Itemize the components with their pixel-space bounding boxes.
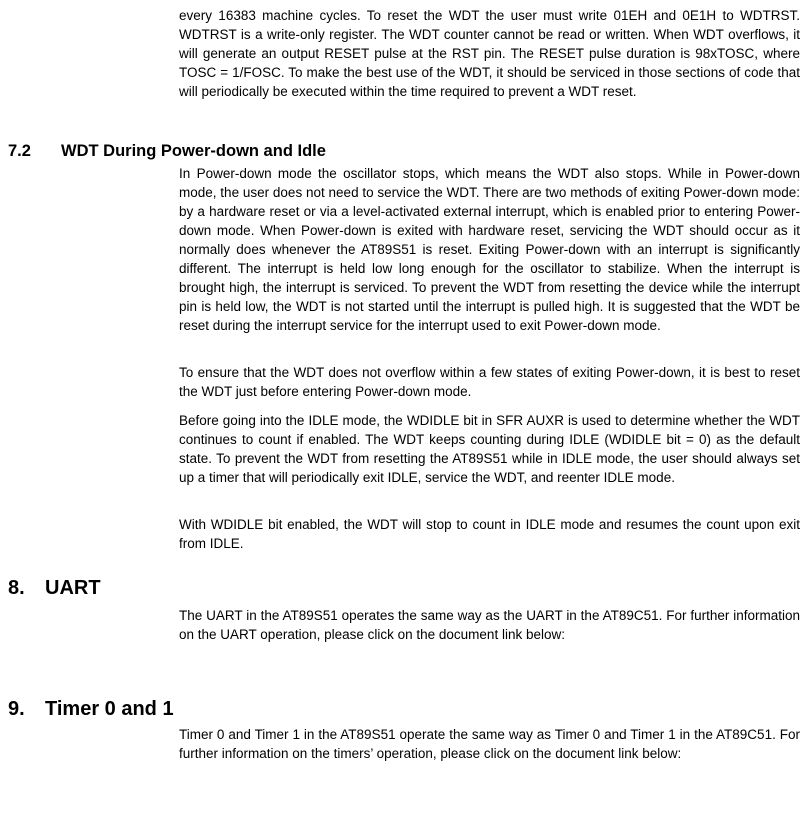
section-7-2-number: 7.2: [8, 142, 31, 160]
section-7-2-paragraph-2: To ensure that the WDT does not overflow within a few states of exiting Power-down, it is best to reset the WDT just before entering Power-down mode.: [179, 365, 800, 399]
section-8-number: 8.: [8, 577, 25, 599]
section-7-2-title: WDT During Power-down and Idle: [61, 142, 326, 160]
section-8-paragraph: The UART in the AT89S51 operates the same way as the UART in the AT89C51. For further information on the UART operation, please click on the document link below:: [179, 608, 800, 642]
section-9-title: Timer 0 and 1: [45, 698, 174, 720]
section-7-2-paragraph-1: In Power-down mode the oscillator stops, which means the WDT also stops. While in Power-down mode, the user does not need to service the WDT. There are two methods of exiting Power-down mode: by a hardware reset or via a level-activated external interrupt, which is enabled prior to entering Power-down mode. When Power-down is exited with hardware reset, servicing the WDT should occur as it normally does whenever the AT89S51 is reset. Exiting Power-down with an interrupt is significantly different. The interrupt is held low long enough for the oscillator to stabilize. When the interrupt is brought high, the interrupt is serviced. To prevent the WDT from resetting the device while the interrupt pin is held low, the WDT is not started until the interrupt is pulled high. It is suggested that the WDT be reset during the interrupt service for the interrupt used to exit Power-down mode.: [179, 166, 800, 333]
section-8-title: UART: [45, 577, 101, 599]
section-7-2-paragraph-3: Before going into the IDLE mode, the WDIDLE bit in SFR AUXR is used to determine whether the WDT continues to count if enabled. The WDT keeps counting during IDLE (WDIDLE bit = 0) as the default state. To prevent the WDT from resetting the AT89S51 while in IDLE mode, the user should always set up a timer that will periodically exit IDLE, service the WDT, and reenter IDLE mode.: [179, 413, 800, 485]
section-9-paragraph: Timer 0 and Timer 1 in the AT89S51 operate the same way as Timer 0 and Timer 1 in the AT89C51. For further information on the timers’ operation, please click on the document link below:: [179, 727, 800, 761]
section-8-heading: [8, 576, 101, 600]
section-9-heading: [8, 697, 174, 721]
intro-paragraph: every 16383 machine cycles. To reset the WDT the user must write 01EH and 0E1H to WDTRST. WDTRST is a write-only register. The WDT counter cannot be read or written. When WDT overflows, it will generate an output RESET pulse at the RST pin. The RESET pulse duration is 98xTOSC, where TOSC = 1/FOSC. To make the best use of the WDT, it should be serviced in those sections of code that will periodically be executed within the time required to prevent a WDT reset.: [179, 8, 800, 99]
section-7-2-paragraph-4: With WDIDLE bit enabled, the WDT will stop to count in IDLE mode and resumes the count upon exit from IDLE.: [179, 517, 800, 551]
section-7-2-heading: [8, 141, 326, 161]
section-9-number: 9.: [8, 698, 25, 720]
